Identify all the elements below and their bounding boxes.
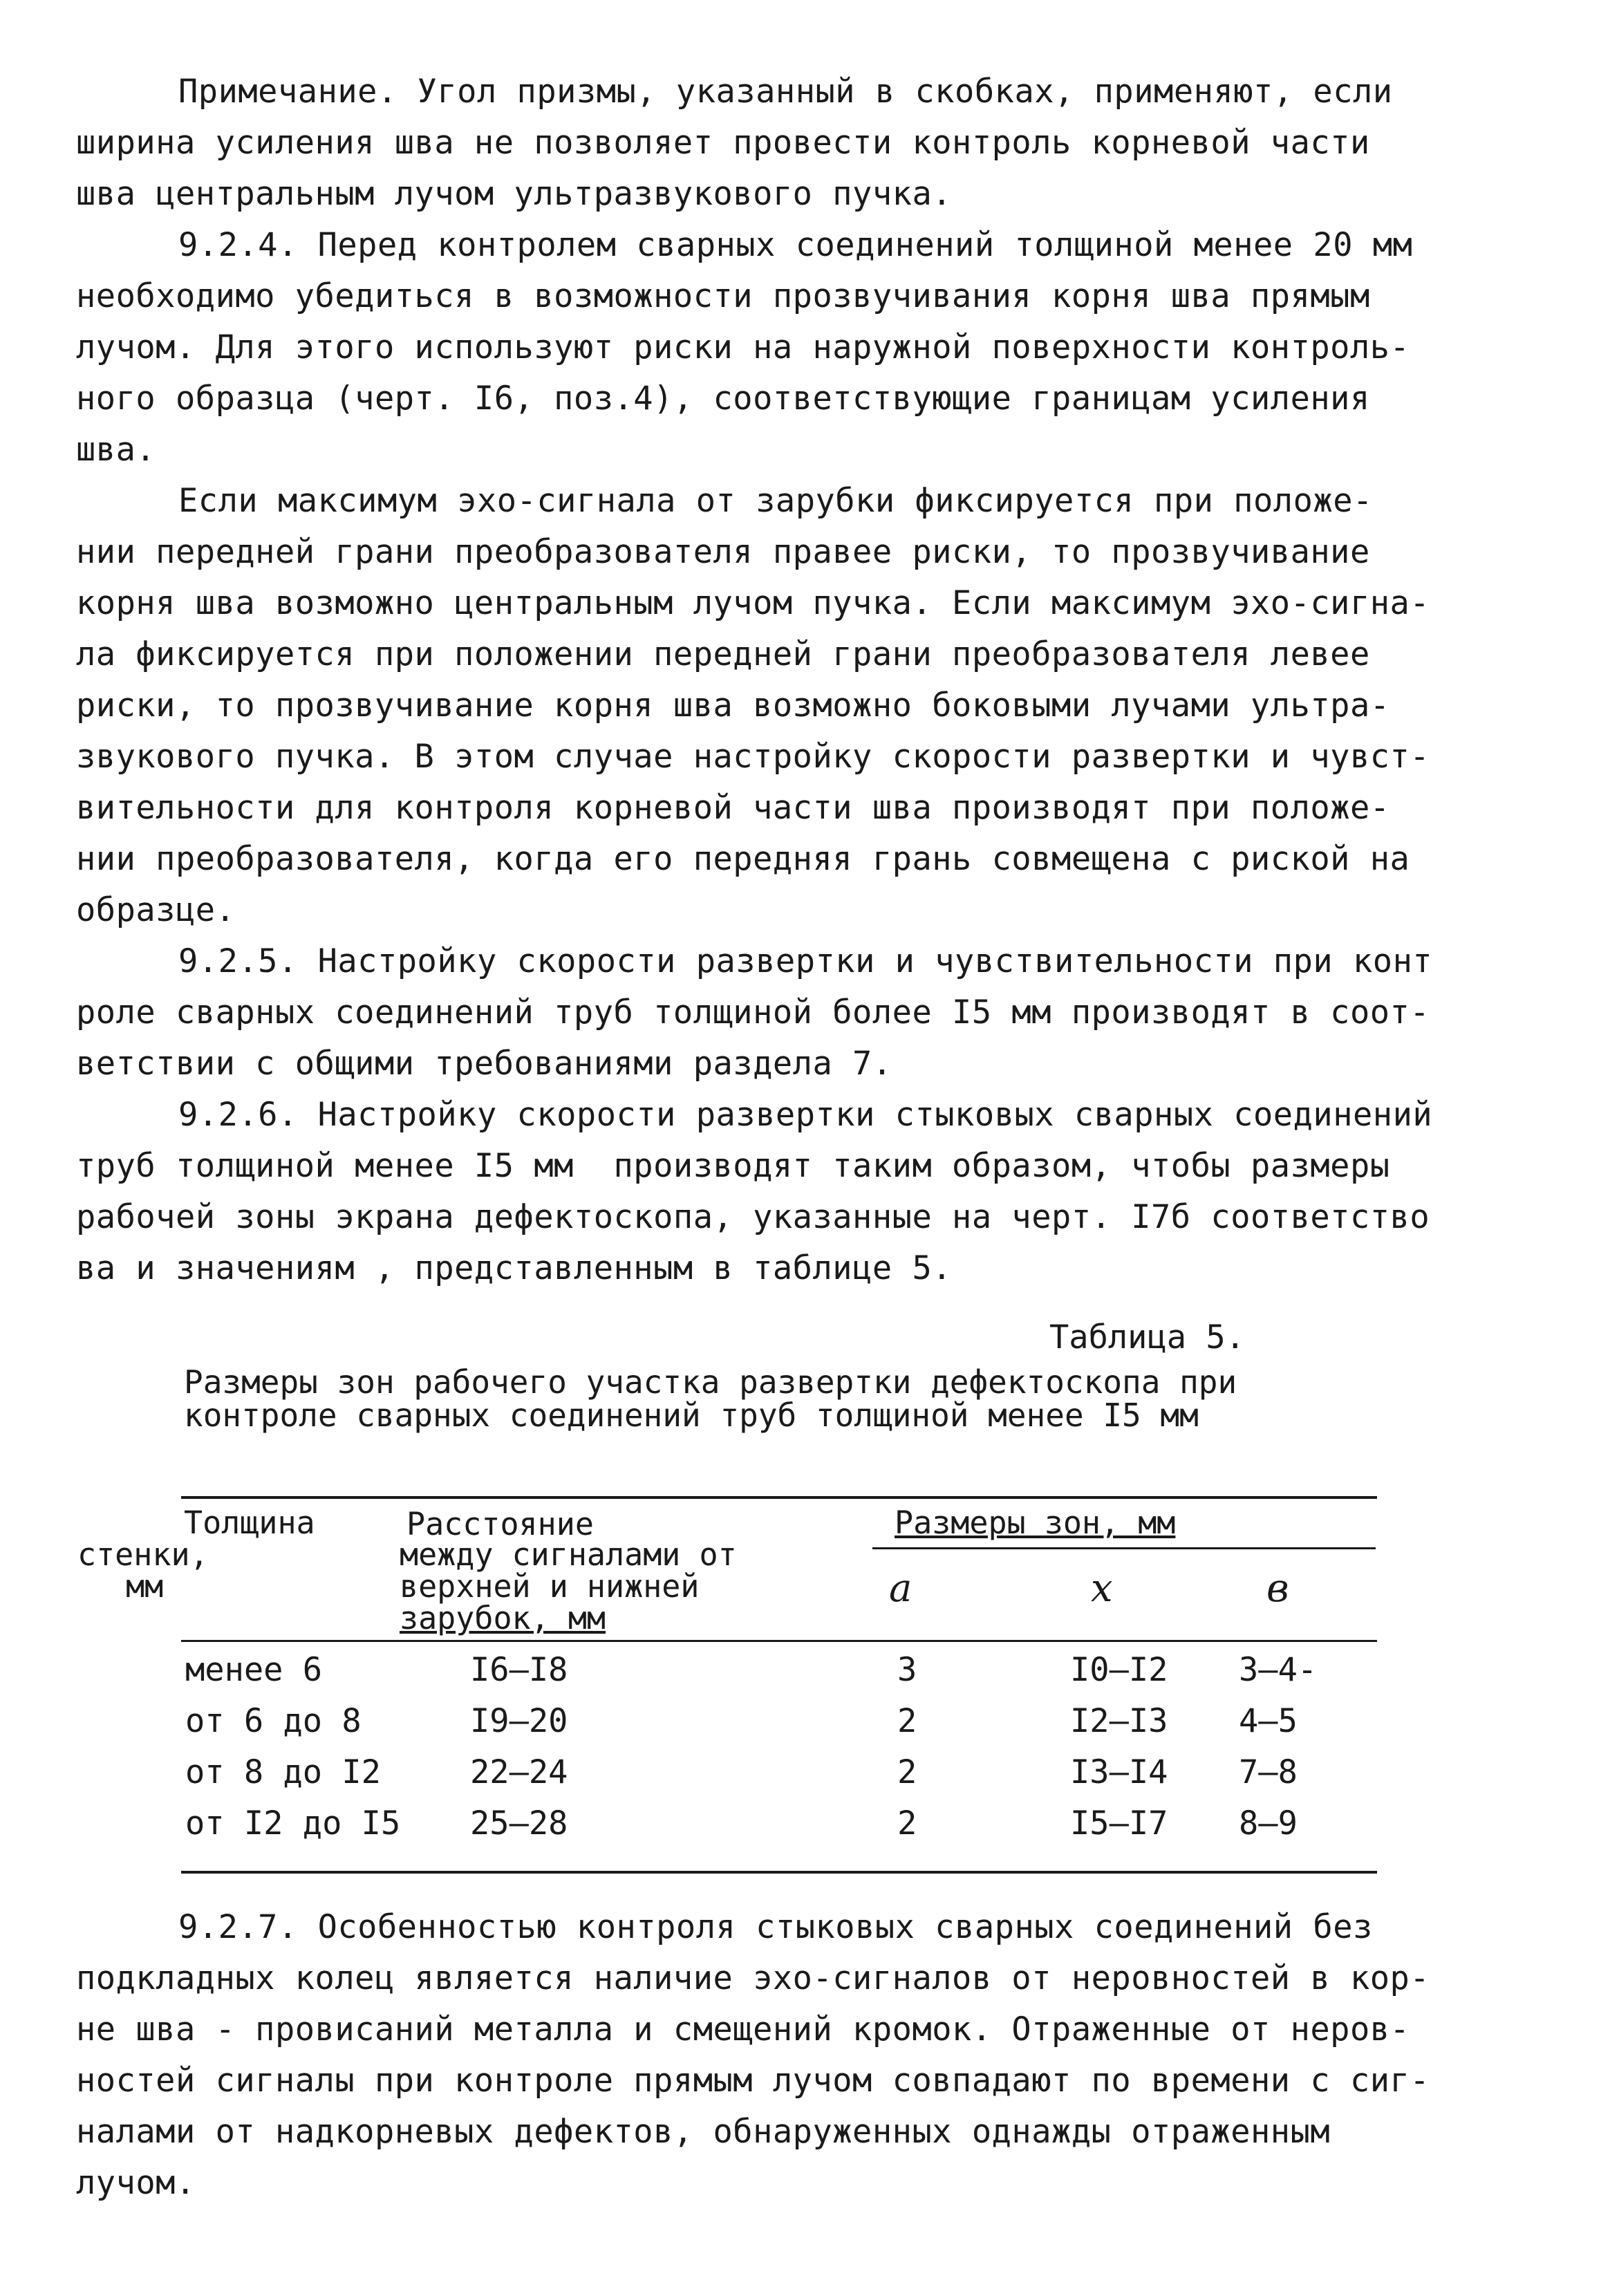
text-line: ного образца (черт. I6, поз.4), соответствующие границам усиления bbox=[76, 380, 1370, 418]
text-line: корня шва возможно центральным лучом пучка. Если максимум эхо-сигна- bbox=[76, 584, 1430, 622]
cell-b: 4–5 bbox=[1239, 1702, 1298, 1740]
text-line: 9.2.6. Настройку скорости развертки стыковых сварных соединений bbox=[178, 1096, 1433, 1134]
cell-thickness: от 8 до I2 bbox=[185, 1753, 381, 1791]
table-caption: Таблица 5. bbox=[1049, 1318, 1245, 1356]
text-line: шва центральным лучом ультразвукового пучка. bbox=[76, 175, 953, 213]
text-line: вительности для контроля корневой части шва производят при положе- bbox=[76, 789, 1390, 827]
text-line: ностей сигналы при контроле прямым лучом совпадают по времени с сиг- bbox=[76, 2062, 1430, 2100]
header-distance: Расстояние bbox=[406, 1506, 594, 1542]
header-distance: зарубок, мм bbox=[400, 1600, 606, 1636]
text-line: рабочей зоны экрана дефектоскопа, указанные на черт. I7б соответство bbox=[76, 1198, 1430, 1236]
header-group-rule bbox=[872, 1547, 1376, 1549]
cell-a: 2 bbox=[897, 1804, 917, 1842]
text-line: налами от надкорневых дефектов, обнаруженных однажды отраженным bbox=[76, 2113, 1331, 2151]
header-distance: между сигналами от bbox=[400, 1536, 737, 1573]
cell-x: I0–I2 bbox=[1070, 1651, 1168, 1689]
cell-a: 3 bbox=[897, 1651, 917, 1689]
cell-b: 7–8 bbox=[1239, 1753, 1298, 1791]
text-line: 9.2.4. Перед контролем сварных соединений толщиной менее 20 мм bbox=[178, 226, 1413, 264]
table-bottom-rule bbox=[181, 1871, 1377, 1874]
text-line: ва и значениям , представленным в таблице 5. bbox=[76, 1249, 953, 1287]
text-line: ширина усиления шва не позволяет провести контроль корневой части bbox=[76, 124, 1370, 162]
text-line: необходимо убедиться в возможности прозвучивания корня шва прямым bbox=[76, 277, 1370, 315]
text-line: подкладных колец является наличие эхо-сигналов от неровностей в кор- bbox=[76, 1959, 1430, 1997]
text-line: 9.2.7. Особенностью контроля стыковых сварных соединений без bbox=[178, 1908, 1373, 1946]
text-line: нии преобразователя, когда его передняя грань совмещена с риской на bbox=[76, 840, 1410, 878]
text-line: не шва - провисаний металла и смещений кромок. Отраженные от неров- bbox=[76, 2010, 1410, 2048]
cell-x: I2–I3 bbox=[1070, 1702, 1168, 1740]
cell-thickness: от I2 до I5 bbox=[185, 1804, 401, 1842]
text-line: ветствии с общими требованиями раздела 7. bbox=[76, 1045, 892, 1083]
table-subtitle: контроле сварных соединений труб толщиной менее I5 мм bbox=[184, 1397, 1199, 1434]
cell-distance: I9–20 bbox=[470, 1702, 568, 1740]
text-line: Если максимум эхо-сигнала от зарубки фиксируется при положе- bbox=[178, 482, 1373, 520]
header-symbol-b: в bbox=[1266, 1566, 1289, 1611]
cell-x: I3–I4 bbox=[1070, 1753, 1168, 1791]
cell-b: 8–9 bbox=[1239, 1804, 1298, 1842]
text-line: 9.2.5. Настройку скорости развертки и чувствительности при конт bbox=[178, 942, 1433, 980]
cell-distance: I6–I8 bbox=[470, 1651, 568, 1689]
table-top-rule bbox=[181, 1496, 1377, 1499]
header-symbol-x: x bbox=[1091, 1566, 1113, 1611]
text-line: лучом. bbox=[76, 2164, 196, 2202]
text-line: шва. bbox=[76, 431, 156, 469]
cell-distance: 25–28 bbox=[470, 1804, 568, 1842]
text-line: нии передней грани преобразователя правее риски, то прозвучивание bbox=[76, 533, 1370, 571]
cell-a: 2 bbox=[897, 1753, 917, 1791]
header-thickness: стенки, bbox=[77, 1536, 209, 1573]
cell-distance: 22–24 bbox=[470, 1753, 568, 1791]
text-line: роле сварных соединений труб толщиной более I5 мм производят в соот- bbox=[76, 993, 1430, 1032]
cell-thickness: от 6 до 8 bbox=[185, 1702, 362, 1740]
text-line: риски, то прозвучивание корня шва возможно боковыми лучами ультра- bbox=[76, 687, 1390, 725]
text-line: звукового пучка. В этом случае настройку скорости развертки и чувст- bbox=[76, 738, 1430, 776]
header-zone-sizes: Размеры зон, мм bbox=[895, 1504, 1176, 1541]
text-line: лучом. Для этого используют риски на наружной поверхности контроль- bbox=[76, 328, 1410, 366]
cell-thickness: менее 6 bbox=[185, 1651, 323, 1689]
text-line: ла фиксируется при положении передней грани преобразователя левее bbox=[76, 635, 1370, 673]
header-symbol-a: a bbox=[889, 1566, 913, 1611]
header-thickness-unit: мм bbox=[126, 1568, 164, 1605]
cell-b: 3–4- bbox=[1239, 1651, 1318, 1689]
cell-x: I5–I7 bbox=[1070, 1804, 1168, 1842]
text-line: труб толщиной менее I5 мм производят таким образом, чтобы размеры bbox=[76, 1147, 1390, 1185]
header-thickness: Толщина bbox=[184, 1504, 315, 1541]
text-line: образце. bbox=[76, 891, 236, 929]
table-subtitle: Размеры зон рабочего участка развертки дефектоскопа при bbox=[184, 1363, 1237, 1401]
text-line: Примечание. Угол призмы, указанный в скобках, применяют, если bbox=[178, 73, 1393, 111]
header-distance: верхней и нижней bbox=[400, 1568, 700, 1605]
cell-a: 2 bbox=[897, 1702, 917, 1740]
header-bottom-rule bbox=[181, 1640, 1377, 1642]
